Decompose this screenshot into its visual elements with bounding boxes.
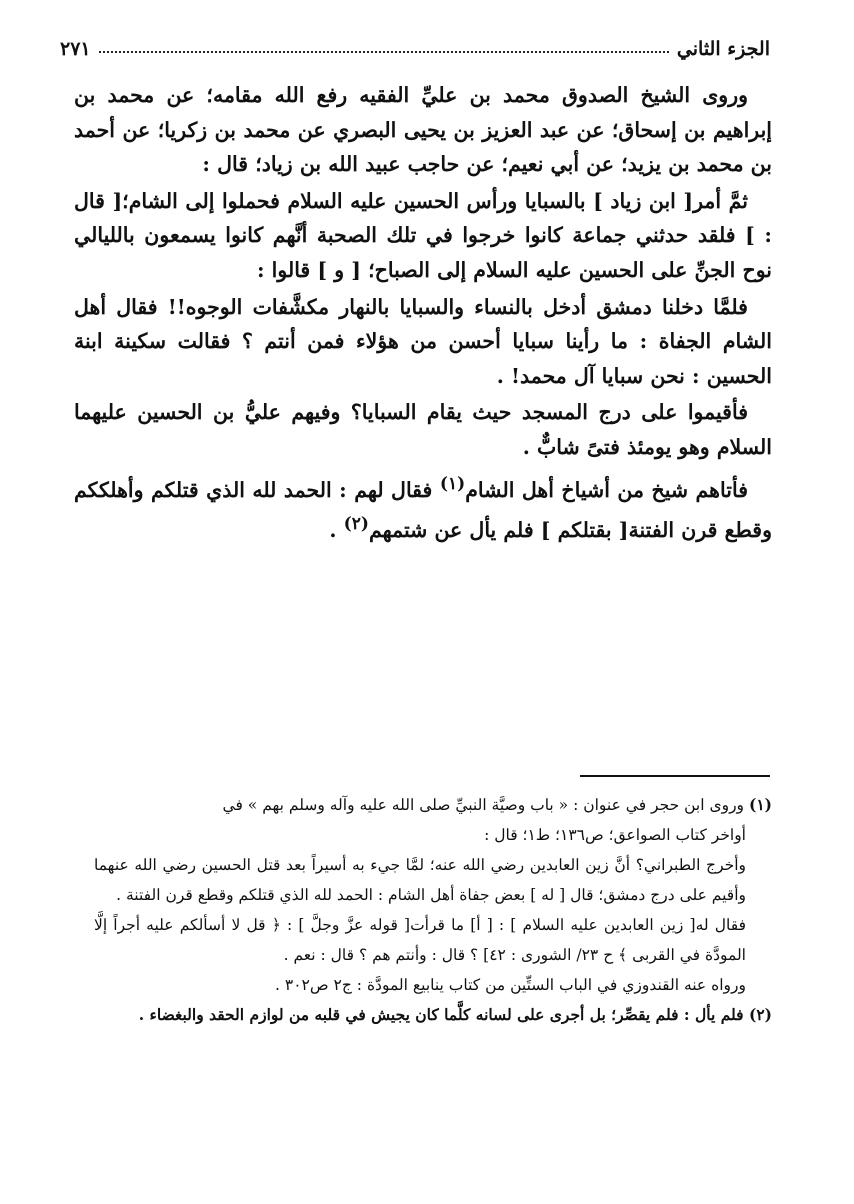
footnote-1-line-2: أواخر كتاب الصواعق؛ ص١٣٦؛ ط١؛ قال : xyxy=(484,826,746,844)
paragraph-5-part-b: فقال لهم : الحمد لله الذي قتلكم وأهلككم وقطع قرن الفتنة[ بقتلكم ] فلم يأل عن شتمهم xyxy=(74,477,772,542)
paragraph-5-part-a: فأتاهم شيخ من أشياخ أهل الشام xyxy=(465,477,748,502)
footnotes xyxy=(94,790,772,1030)
paragraph-5-part-c: . xyxy=(329,517,344,542)
footnote-1-line-1: وروى ابن حجر في عنوان : « باب وصيَّة النبيِّ صلى الله عليه وآله وسلم بهم » في xyxy=(222,796,745,814)
main-text xyxy=(74,78,772,547)
footnote-1 xyxy=(94,790,772,850)
footnote-1-reply: فقال له[ زين العابدين عليه السلام ] : [ أ] ما قرأت[ قوله عزَّ وجلَّ ] : ﴿ قل لا أسألكم عليه أجراً إلَّا المودَّة في القربى ﴾ ح ٢٣/ الشورى : ٤٢] ؟ قال : وأنتم هم ؟ قال : نعم . xyxy=(94,916,746,964)
footnote-2-marker: (٢) xyxy=(748,1005,772,1024)
page-number: ٢٧١ xyxy=(60,38,91,60)
paragraph-4: فأقيموا على درج المسجد حيث يقام السبايا؟ وفيهم عليُّ بن الحسين عليهما السلام وهو يومئذ فتىً شابٌّ . xyxy=(74,400,772,459)
footnote-1-source: ورواه عنه القندوزي في الباب الستِّين من كتاب ينابيع المودَّة : ج٢ ص٣٠٢ . xyxy=(275,976,746,994)
paragraph-5 xyxy=(74,467,772,548)
footnote-2-text: فلم يأل : فلم يقصِّر؛ بل أجرى على لسانه كلَّما كان يجيش في قلبه من لوازم الحقد والبغضاء . xyxy=(138,1005,744,1024)
paragraph-3: فلمَّا دخلنا دمشق أدخل بالنساء والسبايا بالنهار مكشَّفات الوجوه!! فقال أهل الشام الجفاة : ما رأينا سبايا أحسن من هؤلاء فمن أنتم ؟ فقالت سكينة ابنة الحسين : نحن سبايا آل محمد! . xyxy=(74,294,772,388)
footnote-ref-1: (١) xyxy=(439,473,466,494)
paragraph-2: ثمَّ أمر[ ابن زياد ] بالسبايا ورأس الحسين عليه السلام فحملوا إلى الشام؛[ قال : ] فلقد حدثني جماعة كانوا خرجوا في تلك الصحبة أنَّهم كانوا يسمعون بالليالي نوح الجنِّ على الحسين عليه السلام إلى الصباح؛ [ و ] قالوا : xyxy=(74,188,772,282)
footnote-2 xyxy=(94,1000,772,1030)
footnote-1-quote: وأخرج الطبراني؟ أنَّ زين العابدين رضي الله عنه؛ لمَّا جيء به أسيراً بعد قتل الحسين رضي الله عنهما وأقيم على درج دمشق؛ قال [ له ] بعض جفاة أهل الشام : الحمد لله الذي قتلكم وقطع قرن الفتنة . xyxy=(94,856,746,904)
footnote-ref-2: (٢) xyxy=(343,513,369,534)
volume-title: الجزء الثاني xyxy=(676,38,770,60)
running-header xyxy=(60,28,770,60)
footnote-1-marker: (١) xyxy=(748,795,772,814)
paragraph-1: وروى الشيخ الصدوق محمد بن عليِّ الفقيه رفع الله مقامه؛ عن محمد بن إبراهيم بن إسحاق؛ عن عبد العزيز بن يحيى البصري عن محمد بن زكريا؛ عن أحمد بن محمد بن يزيد؛ عن أبي نعيم؛ عن حاجب عبيد الله بن زياد؛ قال : xyxy=(74,83,772,177)
leader-dots xyxy=(99,51,669,53)
footnote-separator xyxy=(580,775,770,777)
